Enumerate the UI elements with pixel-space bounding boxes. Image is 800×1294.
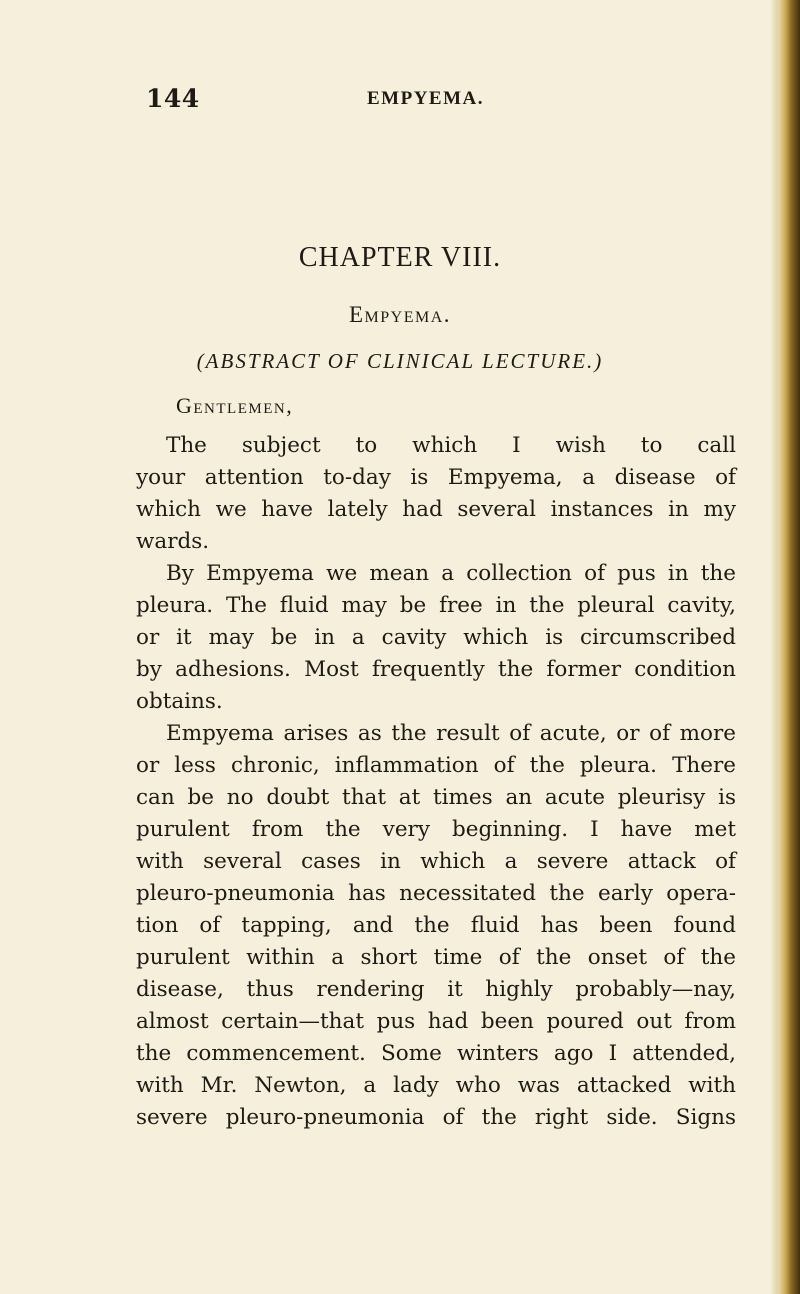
page-number: 144 (146, 84, 200, 113)
body-text (136, 430, 736, 1134)
lecture-subtitle: (ABSTRACT OF CLINICAL LECTURE.) (196, 349, 604, 373)
text-line: obtains. (136, 689, 223, 714)
text-line: the commencement. Some winters ago I attended, (136, 1041, 736, 1066)
text-line: which we have lately had several instances in my (136, 497, 736, 522)
text-line: Empyema arises as the result of acute, or of more (166, 721, 736, 746)
text-line: pleuro-pneumonia has necessitated the early opera- (136, 881, 736, 906)
text-line: The subject to which I wish to call (166, 433, 736, 458)
text-line: purulent within a short time of the onset of the (136, 945, 736, 970)
text-line: pleura. The fluid may be free in the pleural cavity, (136, 593, 736, 618)
running-title: EMPYEMA. (367, 88, 485, 109)
text-line: wards. (136, 529, 210, 554)
text-line: your attention to-day is Empyema, a disease of (136, 465, 736, 490)
text-line: By Empyema we mean a collection of pus in the (166, 561, 736, 586)
page-edge-shadow (770, 0, 778, 1294)
text-line: almost certain—that pus had been poured out from (136, 1009, 736, 1034)
salutation: Gentlemen, (176, 393, 294, 418)
text-line: with Mr. Newton, a lady who was attacked with (136, 1073, 736, 1098)
page-gilt-edge (778, 0, 800, 1294)
text-line: or it may be in a cavity which is circumscribed (136, 625, 736, 650)
text-line: can be no doubt that at times an acute pleurisy is (136, 785, 736, 810)
section-title: Empyema. (348, 302, 452, 327)
text-line: purulent from the very beginning. I have met (136, 817, 736, 842)
text-line: with several cases in which a severe attack of (136, 849, 736, 874)
text-line: severe pleuro-pneumonia of the right side. Signs (136, 1105, 736, 1130)
text-line: by adhesions. Most frequently the former condition (136, 657, 736, 682)
text-line: or less chronic, inflammation of the pleura. There (136, 753, 736, 778)
running-head (0, 84, 800, 114)
text-line: tion of tapping, and the fluid has been found (136, 913, 736, 938)
chapter-title: CHAPTER VIII. (298, 242, 502, 273)
text-line: disease, thus rendering it highly probably—nay, (136, 977, 736, 1002)
